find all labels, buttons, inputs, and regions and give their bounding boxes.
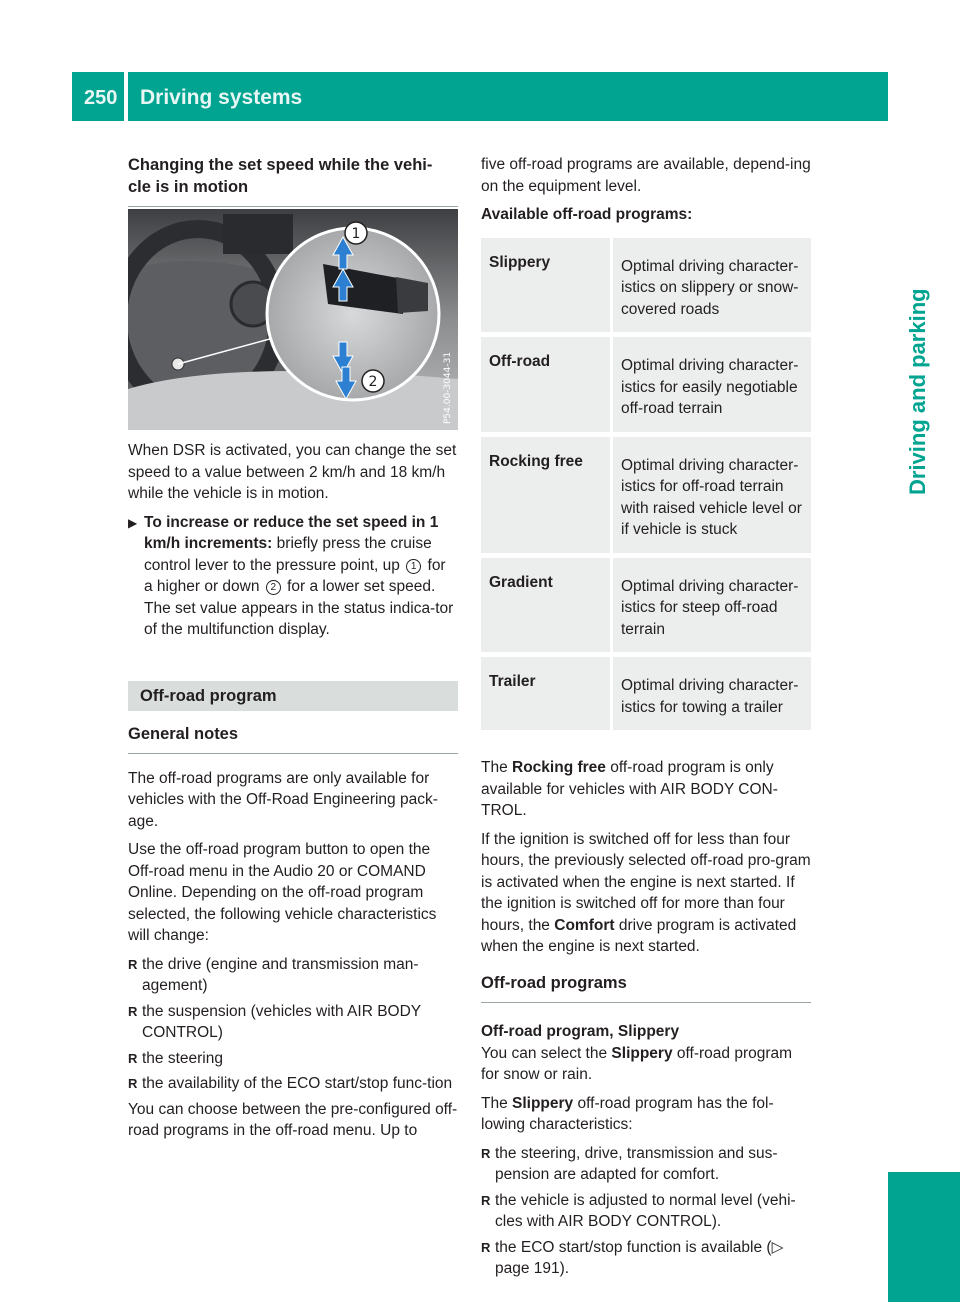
sel-a: You can select the [481,1044,612,1062]
section-band-offroad: Off-road program [128,681,458,711]
general-para-1: The off-road programs are only available for vehicles with the Off-Road Engineering pack-age. [128,769,438,830]
table-row [481,238,811,335]
program-name: Gradient [481,555,612,655]
continued-text: five off-road programs are available, depend-ing on the equipment level. [481,156,811,195]
list-item: R the availability of the ECO start/stop func-tion [128,1073,458,1095]
program-desc: Optimal driving character-istics for easily negotiable off-road terrain [612,335,812,435]
side-chapter-label: Driving and parking [905,288,930,495]
page-number: 250 [84,87,118,109]
program-name: Trailer [481,655,612,733]
program-desc: Optimal driving character-istics for towing a trailer [612,655,812,733]
program-name: Slippery [481,238,612,335]
has-a: The [481,1094,513,1112]
programs-table [481,238,811,736]
step-text-a: briefly press the cruise control lever to the pressure point, up [144,535,432,574]
chapter-title: Driving systems [140,86,303,109]
heading-changing-speed [128,154,458,198]
program-desc: Optimal driving character-istics for off-road terrain with raised vehicle level or if vehicle is stuck [612,434,812,555]
rocking-pre: The [481,759,513,776]
svg-text:2: 2 [368,374,378,390]
step-text-c: for a lower set speed. [282,578,436,595]
cruise-control-lever-figure [128,209,458,430]
subheading-slippery: Off-road program, Slippery [481,1022,680,1040]
heading-line-2: cle is in motion [128,178,249,196]
list-item: R the suspension (vehicles with AIR BODY CONTROL) [128,1001,458,1044]
figure-code: P54.00-3044-31 [443,351,453,424]
table-row [481,655,811,733]
heading-offroad-programs: Off-road programs [481,973,627,992]
general-para-3: You can choose between the pre-configured off-road programs in the off-road menu. Up to [128,1100,458,1139]
list-item: R the vehicle is adjusted to normal level (vehi-cles with AIR BODY CONTROL). [481,1190,811,1233]
callout-2-inline-icon: 2 [266,580,281,595]
table-row [481,434,811,555]
svg-text:1: 1 [351,226,361,242]
side-tab-block [888,1172,960,1302]
available-programs-label: Available off-road programs: [481,206,693,223]
rocking-free-note [481,757,811,822]
right-column [481,154,811,1284]
ign-a: If the ignition is switched off for less than four hours, the previously selected off-road pro-gram is activated when the engine is next started. If the ignition is switched off for more than four hours, the [481,830,811,934]
figure-illustration [128,209,458,430]
sel-b: off-road program for snow or rain. [481,1044,793,1083]
list-item: R the steering, drive, transmission and sus-pension are adapted for comfort. [481,1143,811,1186]
step-bold: To increase or reduce the set speed in 1 km/h increments: [144,513,439,552]
page-ref-arrow-icon: ▷ [771,1238,784,1256]
program-desc: Optimal driving character-istics on slippery or snow-covered roads [612,238,812,335]
has-bold: Slippery [512,1094,574,1112]
heading-line-1: Changing the set speed while the vehi- [128,156,433,174]
bullet-text-b: page 191). [495,1260,570,1277]
callout-1-inline-icon: 1 [406,559,421,574]
has-b: off-road program has the fol-lowing characteristics: [481,1094,774,1133]
table-row [481,335,811,435]
program-name: Rocking free [481,434,612,555]
slippery-characteristics [481,1093,811,1136]
header-separator [124,72,128,121]
rocking-bold: Rocking free [512,759,606,776]
ignition-note [481,829,811,958]
select-slippery [481,1043,811,1086]
general-para-2: Use the off-road program button to open the Off-road menu in the Audio 20 or COMAND Online. Depending on the off-road program selected, the following vehicle characteristics will change: [128,841,437,944]
program-desc: Optimal driving character-istics for steep off-road terrain [612,555,812,655]
step-increase-reduce [128,512,458,641]
sel-bold: Slippery [611,1044,673,1062]
ign-b: drive program is activated when the engine is next started. [481,916,797,955]
list-item: R the steering [128,1048,458,1070]
heading-general-notes: General notes [128,724,239,743]
step-note: The set value appears in the status indica-tor of the multifunction display. [144,599,454,638]
dsr-intro: When DSR is activated, you can change the set speed to a value between 2 km/h and 18 km/h while the vehicle is in motion. [128,442,457,502]
rocking-post: off-road program is only available for vehicles with AIR BODY CON-TROL. [481,759,778,819]
bullet-text-a: the ECO start/stop function is available ( [495,1238,772,1256]
program-name: Off-road [481,335,612,435]
list-item: R the drive (engine and transmission man-agement) [128,954,458,997]
step-text-b: for a higher or down [144,556,446,595]
table-row [481,555,811,655]
left-column-body [128,440,458,1149]
list-item [481,1237,811,1280]
ign-bold: Comfort [554,916,615,934]
